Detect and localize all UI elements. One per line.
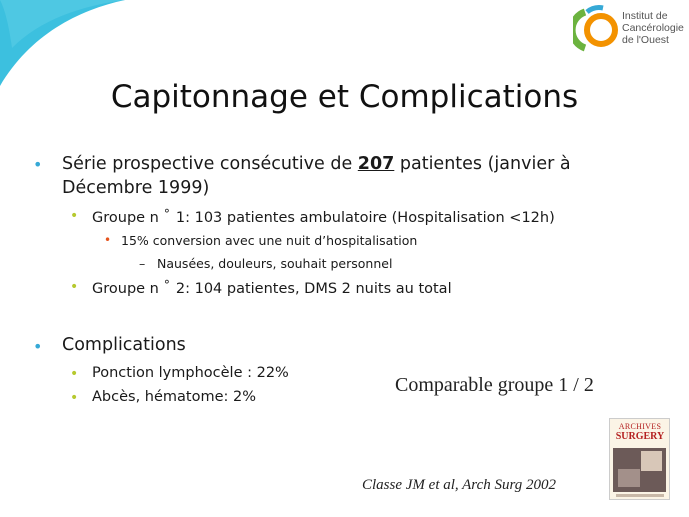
bullet-dot-icon: • <box>70 208 79 224</box>
complication-item-2: Abcès, hématome: 2% <box>92 389 257 405</box>
journal-cover-thumbnail <box>609 418 670 500</box>
group2-item <box>92 278 452 297</box>
group1-item <box>92 207 555 226</box>
group2-text: 2: 104 patientes, DMS 2 nuits au total <box>175 281 452 297</box>
group2-prefix: Groupe n <box>92 281 159 297</box>
complications-heading: Complications <box>62 335 186 355</box>
group1-prefix: Groupe n <box>92 210 159 226</box>
degree-symbol: ° <box>163 278 170 292</box>
degree-symbol: ° <box>163 207 170 221</box>
slide-title: Capitonnage et Complications <box>110 79 579 115</box>
bullet-series-line2: Décembre 1999) <box>62 178 210 198</box>
bullet-dot-icon: • <box>33 337 43 356</box>
logo-text-line3: de l'Ouest <box>622 34 669 46</box>
journal-cover-image-part <box>641 451 662 471</box>
bullet-dot-icon: • <box>70 279 79 295</box>
group1-text: 1: 103 patientes ambulatoire (Hospitalisation <12h) <box>175 210 555 226</box>
bullet-series-text-end: patientes (janvier à <box>394 154 571 174</box>
comparison-note: Comparable groupe 1 / 2 <box>395 374 594 396</box>
journal-cover-image-part <box>618 469 640 487</box>
bullet-series-text: Série prospective consécutive de <box>62 154 358 174</box>
dash-bullet-icon: – <box>139 256 146 271</box>
complication-item-1: Ponction lymphocèle : 22% <box>92 365 289 381</box>
group1-subitem: 15% conversion avec une nuit d’hospitalisation <box>121 233 418 248</box>
bullet-dot-icon: • <box>104 233 112 247</box>
bullet-series-line1 <box>62 154 571 174</box>
group1-subsubitem: Nausées, douleurs, souhait personnel <box>157 256 393 271</box>
patient-count: 207 <box>357 154 395 174</box>
logo-text-line2: Cancérologie <box>622 22 684 34</box>
bullet-dot-icon: • <box>70 390 79 406</box>
journal-cover-footer <box>616 494 664 497</box>
bullet-dot-icon: • <box>70 366 79 382</box>
bullet-dot-icon: • <box>33 155 43 174</box>
journal-title-line1: ARCHIVES <box>618 422 662 431</box>
citation: Classe JM et al, Arch Surg 2002 <box>362 477 557 493</box>
logo-text-line1: Institut de <box>622 10 668 22</box>
journal-title-line2: SURGERY <box>615 431 665 442</box>
